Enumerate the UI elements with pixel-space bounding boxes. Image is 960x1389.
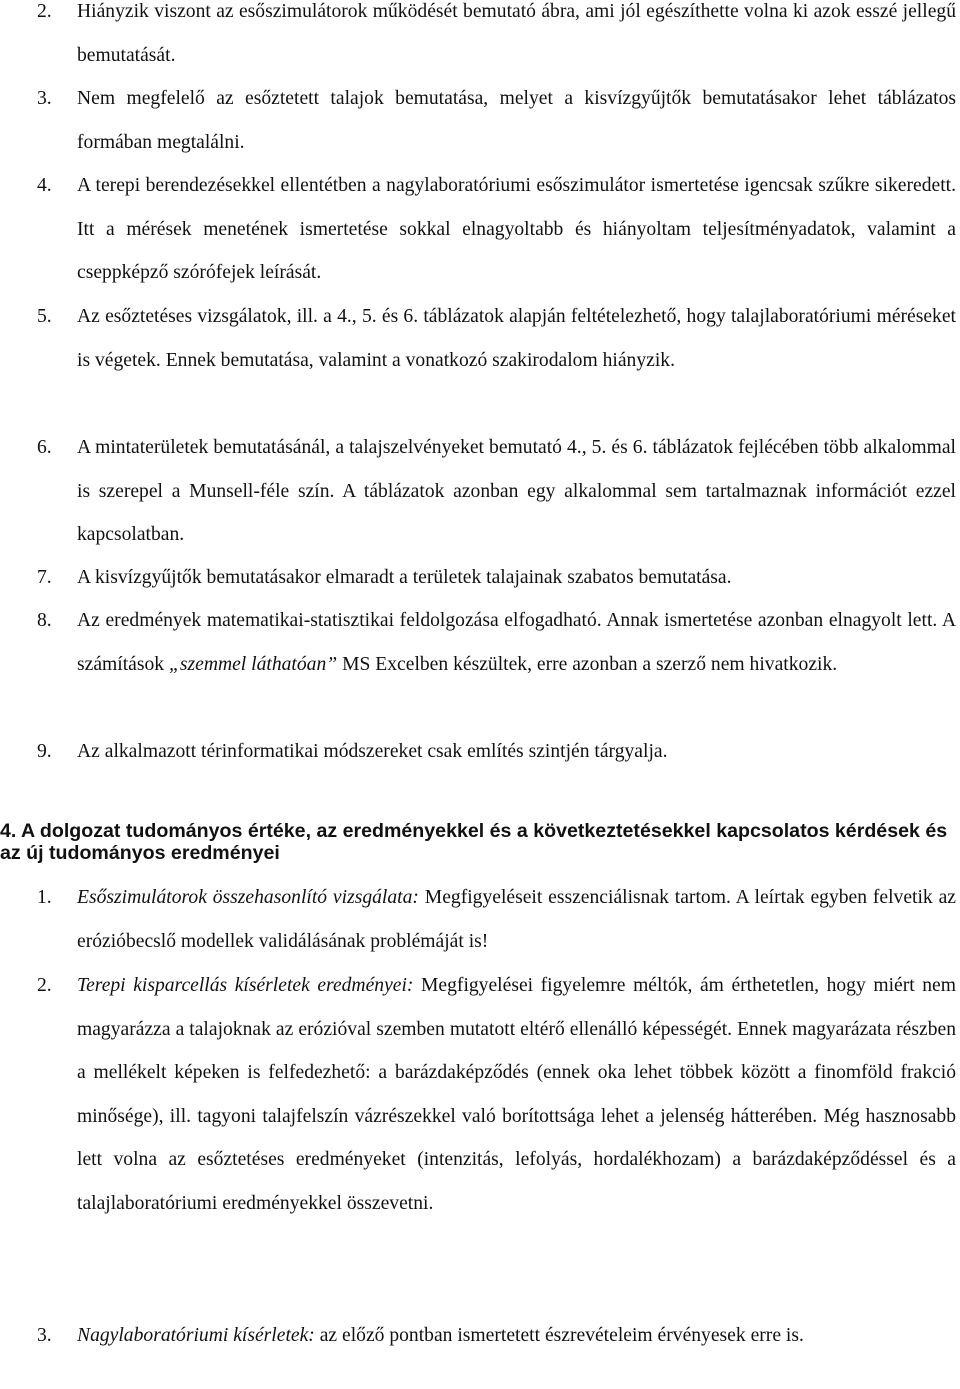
list-item bbox=[0, 964, 956, 1226]
item-body: az előző pontban ismertetett észrevételeim érvényesek erre is. bbox=[314, 1325, 804, 1346]
item-number: 5. bbox=[37, 306, 52, 327]
item-text-emphasis: „szemmel láthatóan” bbox=[168, 653, 338, 675]
item-text: Nem megfelelő az esőztetett talajok bemutatása, melyet a kisvízgyűjtők bemutatásakor lehet táblázatos formában megtalálni. bbox=[77, 88, 956, 153]
item-text: A mintaterületek bemutatásánál, a talajszelvényeket bemutató 4., 5. és 6. táblázatok fejlécében több alkalommal is szerepel a Munsell-féle szín. A táblázatok azonban egy alkalommal sem tartalmaznak információt ezzel kapcsolatban. bbox=[77, 437, 956, 546]
item-text: A terepi berendezésekkel ellentétben a nagylaboratóriumi esőszimulátor ismertetése igencsak szűkre sikeredett. Itt a mérések menetének ismertetése sokkal elnagyoltabb és hiányoltam teljesítményadatok, valamint a cseppképző szórófejek leírását. bbox=[77, 175, 956, 284]
list-item bbox=[0, 876, 956, 963]
list-item bbox=[0, 426, 956, 557]
item-number: 3. bbox=[37, 88, 52, 109]
item-number: 2. bbox=[37, 975, 52, 996]
item-number: 4. bbox=[37, 175, 52, 196]
item-title: Nagylaboratóriumi kísérletek: bbox=[77, 1325, 315, 1346]
list-item bbox=[0, 77, 956, 164]
item-text-part: MS Excelben készültek, erre azonban a szerző nem hivatkozik. bbox=[337, 653, 838, 675]
item-text: A kisvízgyűjtők bemutatásakor elmaradt a területek talajainak szabatos bemutatása. bbox=[77, 567, 732, 588]
item-number: 2. bbox=[37, 1, 52, 22]
item-text bbox=[77, 876, 956, 963]
item-text: Az alkalmazott térinformatikai módszereket csak említés szintjén tárgyalja. bbox=[77, 741, 668, 762]
item-text: Az esőztetéses vizsgálatok, ill. a 4., 5. és 6. táblázatok alapján feltételezhető, hogy talajlaboratóriumi méréseket is végetek. Ennek bemutatása, valamint a vonatkozó szakirodalom hiányzik. bbox=[77, 306, 956, 371]
item-number: 8. bbox=[37, 610, 52, 631]
item-number: 6. bbox=[37, 437, 52, 458]
item-number: 7. bbox=[37, 567, 52, 588]
list-item bbox=[0, 0, 956, 77]
item-body: Megfigyeléseit esszenciálisnak tartom. A leírtak egyben felvetik az erózióbecslő modellek validálásának problémáját is! bbox=[77, 887, 956, 952]
item-title: Terepi kisparcellás kísérletek eredményei: bbox=[77, 975, 414, 996]
item-text bbox=[77, 1314, 956, 1358]
item-text bbox=[77, 599, 956, 686]
item-number: 1. bbox=[37, 887, 52, 908]
item-body: Megfigyelései figyelemre méltók, ám érthetetlen, hogy miért nem magyarázza a talajoknak az erózióval szemben mutatott eltérő ellenálló képességét. Ennek magyarázata részben a mellékelt képeken is felfedezhető: a barázdaképződés (ennek oka lehet többek között a finomföld frakció minősége), ill. tagyoni talajfelszín vázrészekkel való borítottsága lehet a jelenség hátterében. Még hasznosabb lett volna az esőztetéses eredményeket (intenzitás, lefolyás, hordalékhozam) a barázdaképződéssel és a talajlaboratóriumi eredményekkel összevetni. bbox=[77, 975, 956, 1214]
list-item bbox=[0, 164, 956, 295]
list-item bbox=[0, 730, 956, 774]
item-text: Hiányzik viszont az esőszimulátorok működését bemutató ábra, ami jól egészíthette volna ki azok esszé jellegű bemutatását. bbox=[77, 1, 956, 66]
item-number: 3. bbox=[37, 1325, 52, 1346]
list-item bbox=[0, 556, 956, 600]
list-item bbox=[0, 599, 956, 686]
item-number: 9. bbox=[37, 741, 52, 762]
section-heading: 4. A dolgozat tudományos értéke, az eredményekkel és a következtetésekkel kapcsolatos kérdések és az új tudományos eredményei bbox=[0, 820, 948, 864]
list-item bbox=[0, 295, 956, 382]
item-title: Esőszimulátorok összehasonlító vizsgálata: bbox=[77, 887, 419, 908]
item-text bbox=[77, 964, 956, 1226]
list-item bbox=[0, 1314, 956, 1358]
item-text-part: Az eredmények matematikai-statisztikai feldolgozása elfogadható. Annak ismertetése azonban elnagyolt lett. A számítások bbox=[77, 610, 956, 675]
